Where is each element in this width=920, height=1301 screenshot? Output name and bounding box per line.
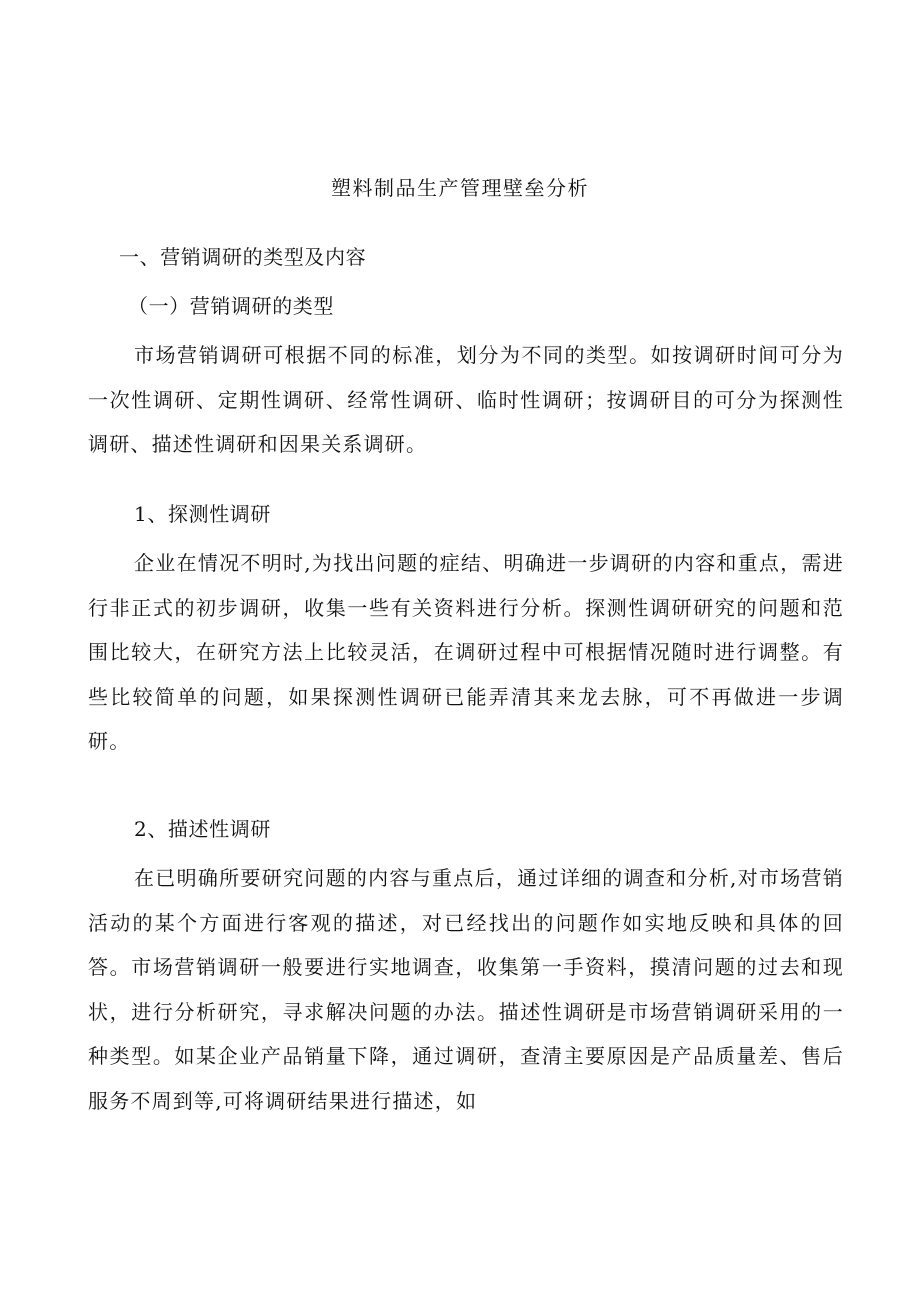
item2-paragraph: 在已明确所要研究问题的内容与重点后，通过详细的调查和分析,对市场营销活动的某个方面进行客观的描述，对已经找出的问题作如实地反映和具体的回答。市场营销调研一般要进行实地调查，收集第一手资料，摸清问题的过去和现状，进行分析研究，寻求解决问题的办法。描述性调研是市场营销调研采用的一种类型。如某企业产品销量下降，通过调研，查清主要原因是产品质量差、售后服务不周到等,可将调研结果进行描述，如 [88, 866, 844, 1113]
item1-heading: 1、探测性调研 [134, 502, 271, 526]
item1-paragraph: 企业在情况不明时,为找出问题的症结、明确进一步调研的内容和重点，需进行非正式的初步调研，收集一些有关资料进行分析。探测性调研研究的问题和范围比较大，在研究方法上比较灵活，在调研过程中可根据情况随时进行调整。有些比较简单的问题，如果探测性调研已能弄清其来龙去脉，可不再做进一步调研。 [88, 551, 844, 754]
section-heading: 一、营销调研的类型及内容 [119, 245, 367, 269]
document-title: 塑料制品生产管理壁垒分析 [331, 176, 589, 200]
intro-paragraph: 市场营销调研可根据不同的标准，划分为不同的类型。如按调研时间可分为一次性调研、定期性调研、经常性调研、临时性调研；按调研目的可分为探测性调研、描述性调研和因果关系调研。 [88, 343, 844, 457]
subsection-heading: （一）营销调研的类型 [128, 294, 334, 318]
item2-heading: 2、描述性调研 [134, 817, 271, 841]
